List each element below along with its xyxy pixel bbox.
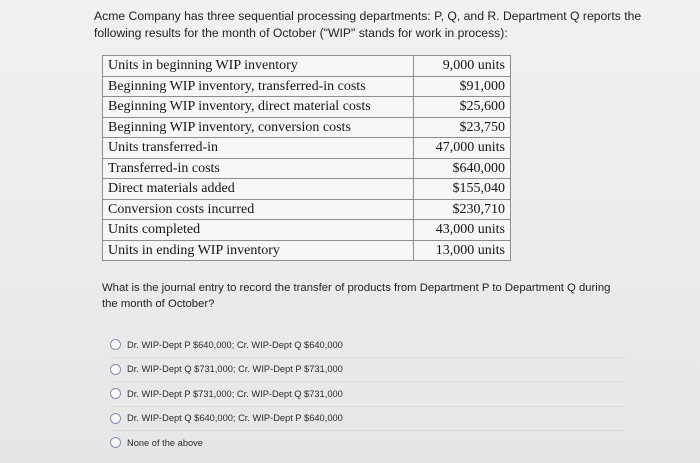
option-label: None of the above (127, 437, 203, 448)
table-row (103, 138, 511, 159)
row-value: $91,000 (414, 76, 511, 97)
answer-option-3[interactable] (110, 382, 626, 407)
row-label: Units completed (103, 220, 414, 241)
table-row (103, 158, 511, 179)
option-label: Dr. WIP-Dept P $640,000; Cr. WIP-Dept Q $640,000 (127, 339, 343, 350)
row-value: 43,000 units (414, 220, 511, 241)
radio-button-icon[interactable] (110, 364, 121, 375)
question-text: What is the journal entry to record the transfer of products from Department P to Department Q during the month of October? (102, 282, 611, 310)
radio-button-icon[interactable] (110, 437, 121, 448)
row-value: $23,750 (414, 117, 511, 138)
answer-option-1[interactable] (110, 333, 626, 358)
radio-button-icon[interactable] (110, 339, 121, 350)
row-value: $25,600 (414, 97, 511, 118)
option-label: Dr. WIP-Dept Q $731,000; Cr. WIP-Dept P $731,000 (127, 364, 343, 375)
row-label: Beginning WIP inventory, conversion costs (103, 117, 414, 138)
option-label: Dr. WIP-Dept Q $640,000; Cr. WIP-Dept P $640,000 (127, 413, 343, 424)
row-label: Conversion costs incurred (103, 199, 414, 220)
row-value: $155,040 (414, 179, 511, 200)
option-label: Dr. WIP-Dept P $731,000; Cr. WIP-Dept Q $731,000 (127, 388, 343, 399)
row-value: 47,000 units (414, 138, 511, 159)
row-value: 9,000 units (414, 56, 511, 77)
table-row (103, 117, 511, 138)
answer-option-5[interactable] (110, 431, 626, 455)
answer-option-4[interactable] (110, 407, 626, 432)
row-value: $640,000 (414, 158, 511, 179)
answer-options (110, 333, 626, 455)
row-label: Transferred-in costs (103, 158, 414, 179)
radio-button-icon[interactable] (110, 413, 121, 424)
table-row (103, 56, 511, 77)
table-row (103, 76, 511, 97)
intro-text: Acme Company has three sequential processing departments: P, Q, and R. Department Q reports the following results for the month of October ("WIP" stands for work in process): (94, 9, 642, 40)
row-value: 13,000 units (414, 240, 511, 261)
data-table (102, 55, 511, 261)
row-value: $230,710 (414, 199, 511, 220)
table-row (103, 179, 511, 200)
table-row (103, 97, 511, 118)
row-label: Beginning WIP inventory, transferred-in costs (103, 76, 414, 97)
table-row (103, 199, 511, 220)
row-label: Beginning WIP inventory, direct material costs (103, 97, 414, 118)
radio-button-icon[interactable] (110, 388, 121, 399)
table-row (103, 240, 511, 261)
row-label: Units in ending WIP inventory (103, 240, 414, 261)
answer-option-2[interactable] (110, 358, 626, 383)
row-label: Direct materials added (103, 179, 414, 200)
row-label: Units transferred-in (103, 138, 414, 159)
row-label: Units in beginning WIP inventory (103, 56, 414, 77)
table-row (103, 220, 511, 241)
